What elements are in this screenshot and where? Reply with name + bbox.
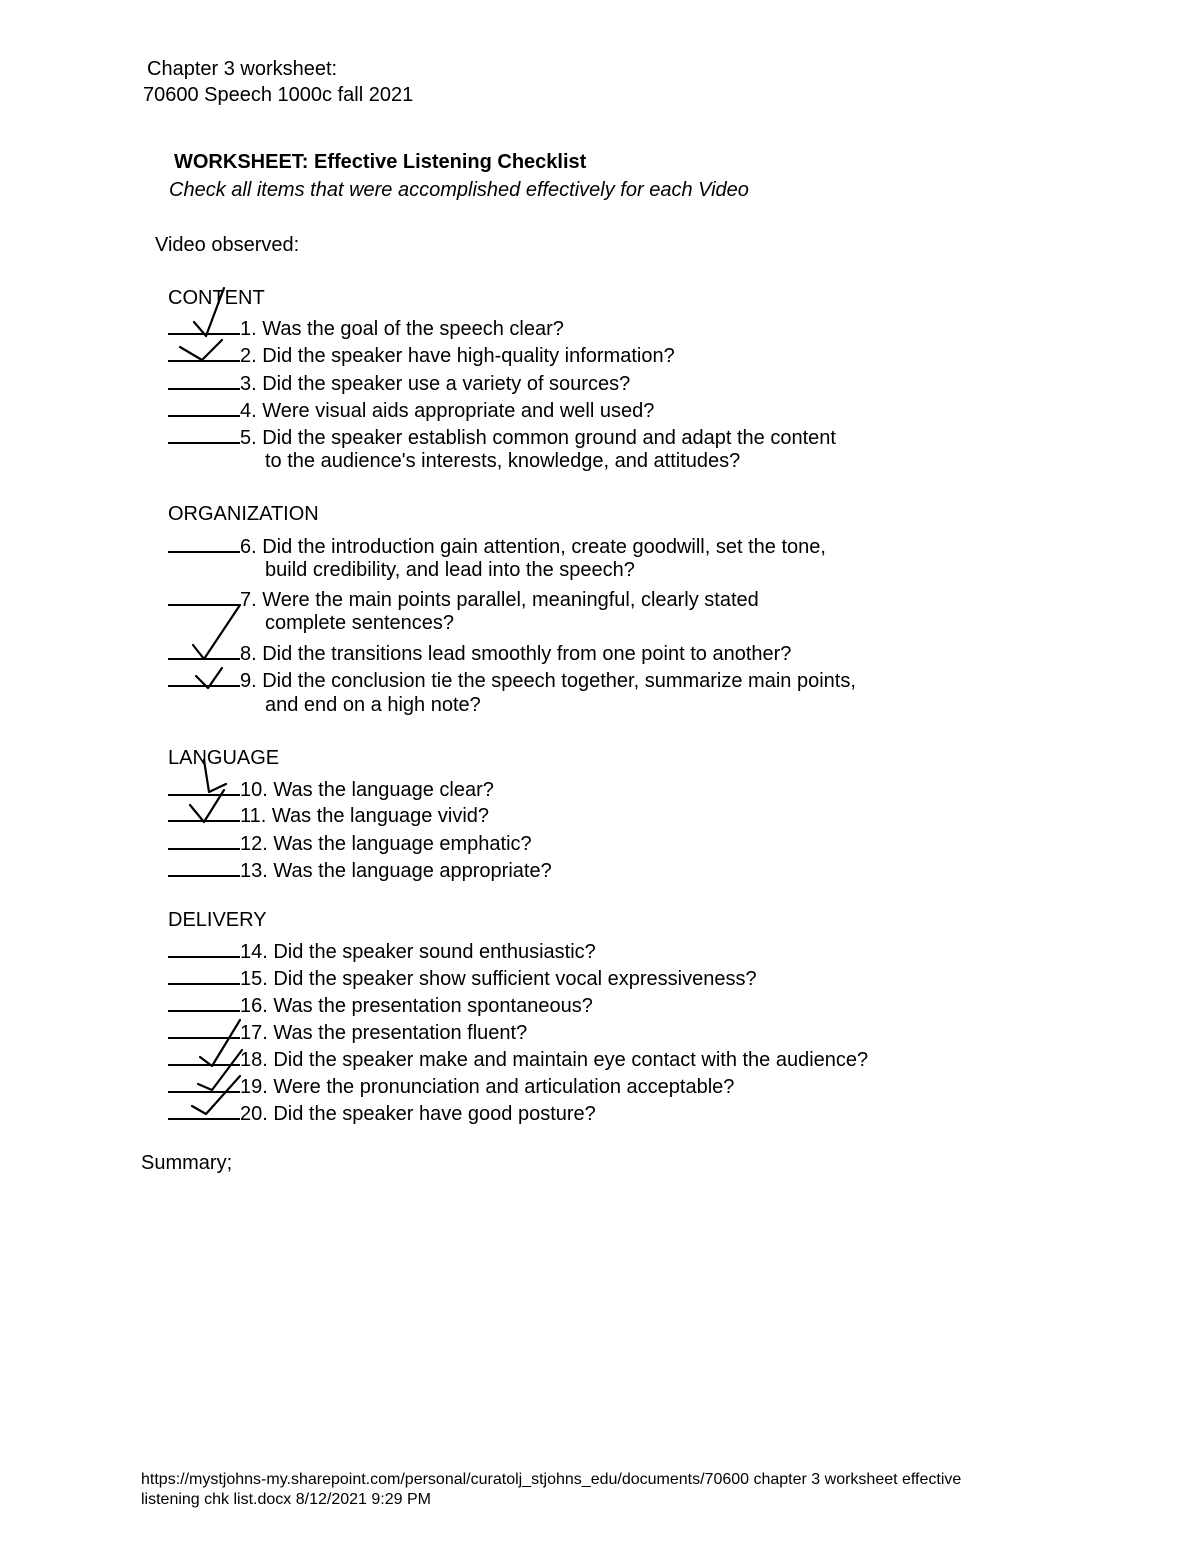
check-blank[interactable]	[168, 532, 240, 553]
checklist-item-19: 19. Were the pronunciation and articulation acceptable?	[168, 1072, 734, 1099]
checklist-item-10: 10. Was the language clear?	[168, 775, 494, 802]
checklist-item-11: 11. Was the language vivid?	[168, 801, 489, 828]
check-blank[interactable]	[168, 666, 240, 687]
section-delivery: DELIVERY	[168, 909, 267, 931]
checklist-item-7-continued: complete sentences?	[265, 612, 455, 634]
section-language: LANGUAGE	[168, 747, 280, 769]
check-blank[interactable]	[168, 856, 240, 877]
checklist-item-6-continued: build credibility, and lead into the speech?	[265, 559, 635, 581]
check-blank[interactable]	[168, 639, 240, 660]
check-blank[interactable]	[168, 423, 240, 444]
summary-label: Summary;	[141, 1152, 233, 1174]
checklist-item-2: 2. Did the speaker have high-quality information?	[168, 341, 675, 368]
check-blank[interactable]	[168, 1072, 240, 1093]
checklist-item-18: 18. Did the speaker make and maintain eye contact with the audience?	[168, 1045, 868, 1072]
footer-line-1: https://mystjohns-my.sharepoint.com/personal/curatolj_stjohns_edu/documents/70600 chapter 3 worksheet effective	[141, 1471, 962, 1488]
header-line-2: 70600 Speech 1000c fall 2021	[143, 84, 414, 106]
checklist-item-5: 5. Did the speaker establish common ground and adapt the content	[168, 423, 836, 450]
check-blank[interactable]	[168, 1018, 240, 1039]
footer-line-2: listening chk list.docx 8/12/2021 9:29 PM	[141, 1491, 431, 1508]
check-blank[interactable]	[168, 585, 240, 606]
checklist-item-9: 9. Did the conclusion tie the speech together, summarize main points,	[168, 666, 856, 693]
check-blank[interactable]	[168, 369, 240, 390]
check-blank[interactable]	[168, 775, 240, 796]
check-blank[interactable]	[168, 1099, 240, 1120]
checklist-item-1: 1. Was the goal of the speech clear?	[168, 314, 564, 341]
check-blank[interactable]	[168, 1045, 240, 1066]
worksheet-title: WORKSHEET: Effective Listening Checklist	[174, 151, 587, 173]
checklist-item-15: 15. Did the speaker show sufficient vocal expressiveness?	[168, 964, 757, 991]
checklist-item-14: 14. Did the speaker sound enthusiastic?	[168, 937, 596, 964]
checklist-item-12: 12. Was the language emphatic?	[168, 829, 532, 856]
checklist-item-13: 13. Was the language appropriate?	[168, 856, 552, 883]
section-organization: ORGANIZATION	[168, 503, 319, 525]
checklist-item-20: 20. Did the speaker have good posture?	[168, 1099, 596, 1126]
check-blank[interactable]	[168, 396, 240, 417]
video-observed-label: Video observed:	[155, 234, 300, 256]
check-blank[interactable]	[168, 801, 240, 822]
checklist-item-3: 3. Did the speaker use a variety of sources?	[168, 369, 630, 396]
checklist-item-16: 16. Was the presentation spontaneous?	[168, 991, 593, 1018]
check-blank[interactable]	[168, 314, 240, 335]
check-blank[interactable]	[168, 964, 240, 985]
section-content: CONTENT	[168, 287, 265, 309]
checklist-item-5-continued: to the audience's interests, knowledge, and attitudes?	[265, 450, 741, 472]
check-blank[interactable]	[168, 991, 240, 1012]
check-blank[interactable]	[168, 937, 240, 958]
worksheet-subtitle: Check all items that were accomplished effectively for each Video	[169, 179, 749, 201]
check-blank[interactable]	[168, 829, 240, 850]
checklist-item-8: 8. Did the transitions lead smoothly from one point to another?	[168, 639, 791, 666]
checklist-item-6: 6. Did the introduction gain attention, create goodwill, set the tone,	[168, 532, 826, 559]
header-line-1: Chapter 3 worksheet:	[147, 58, 338, 80]
checklist-item-4: 4. Were visual aids appropriate and well used?	[168, 396, 654, 423]
check-blank[interactable]	[168, 341, 240, 362]
checklist-item-9-continued: and end on a high note?	[265, 694, 481, 716]
checklist-item-7: 7. Were the main points parallel, meaningful, clearly stated	[168, 585, 759, 612]
checklist-item-17: 17. Was the presentation fluent?	[168, 1018, 527, 1045]
